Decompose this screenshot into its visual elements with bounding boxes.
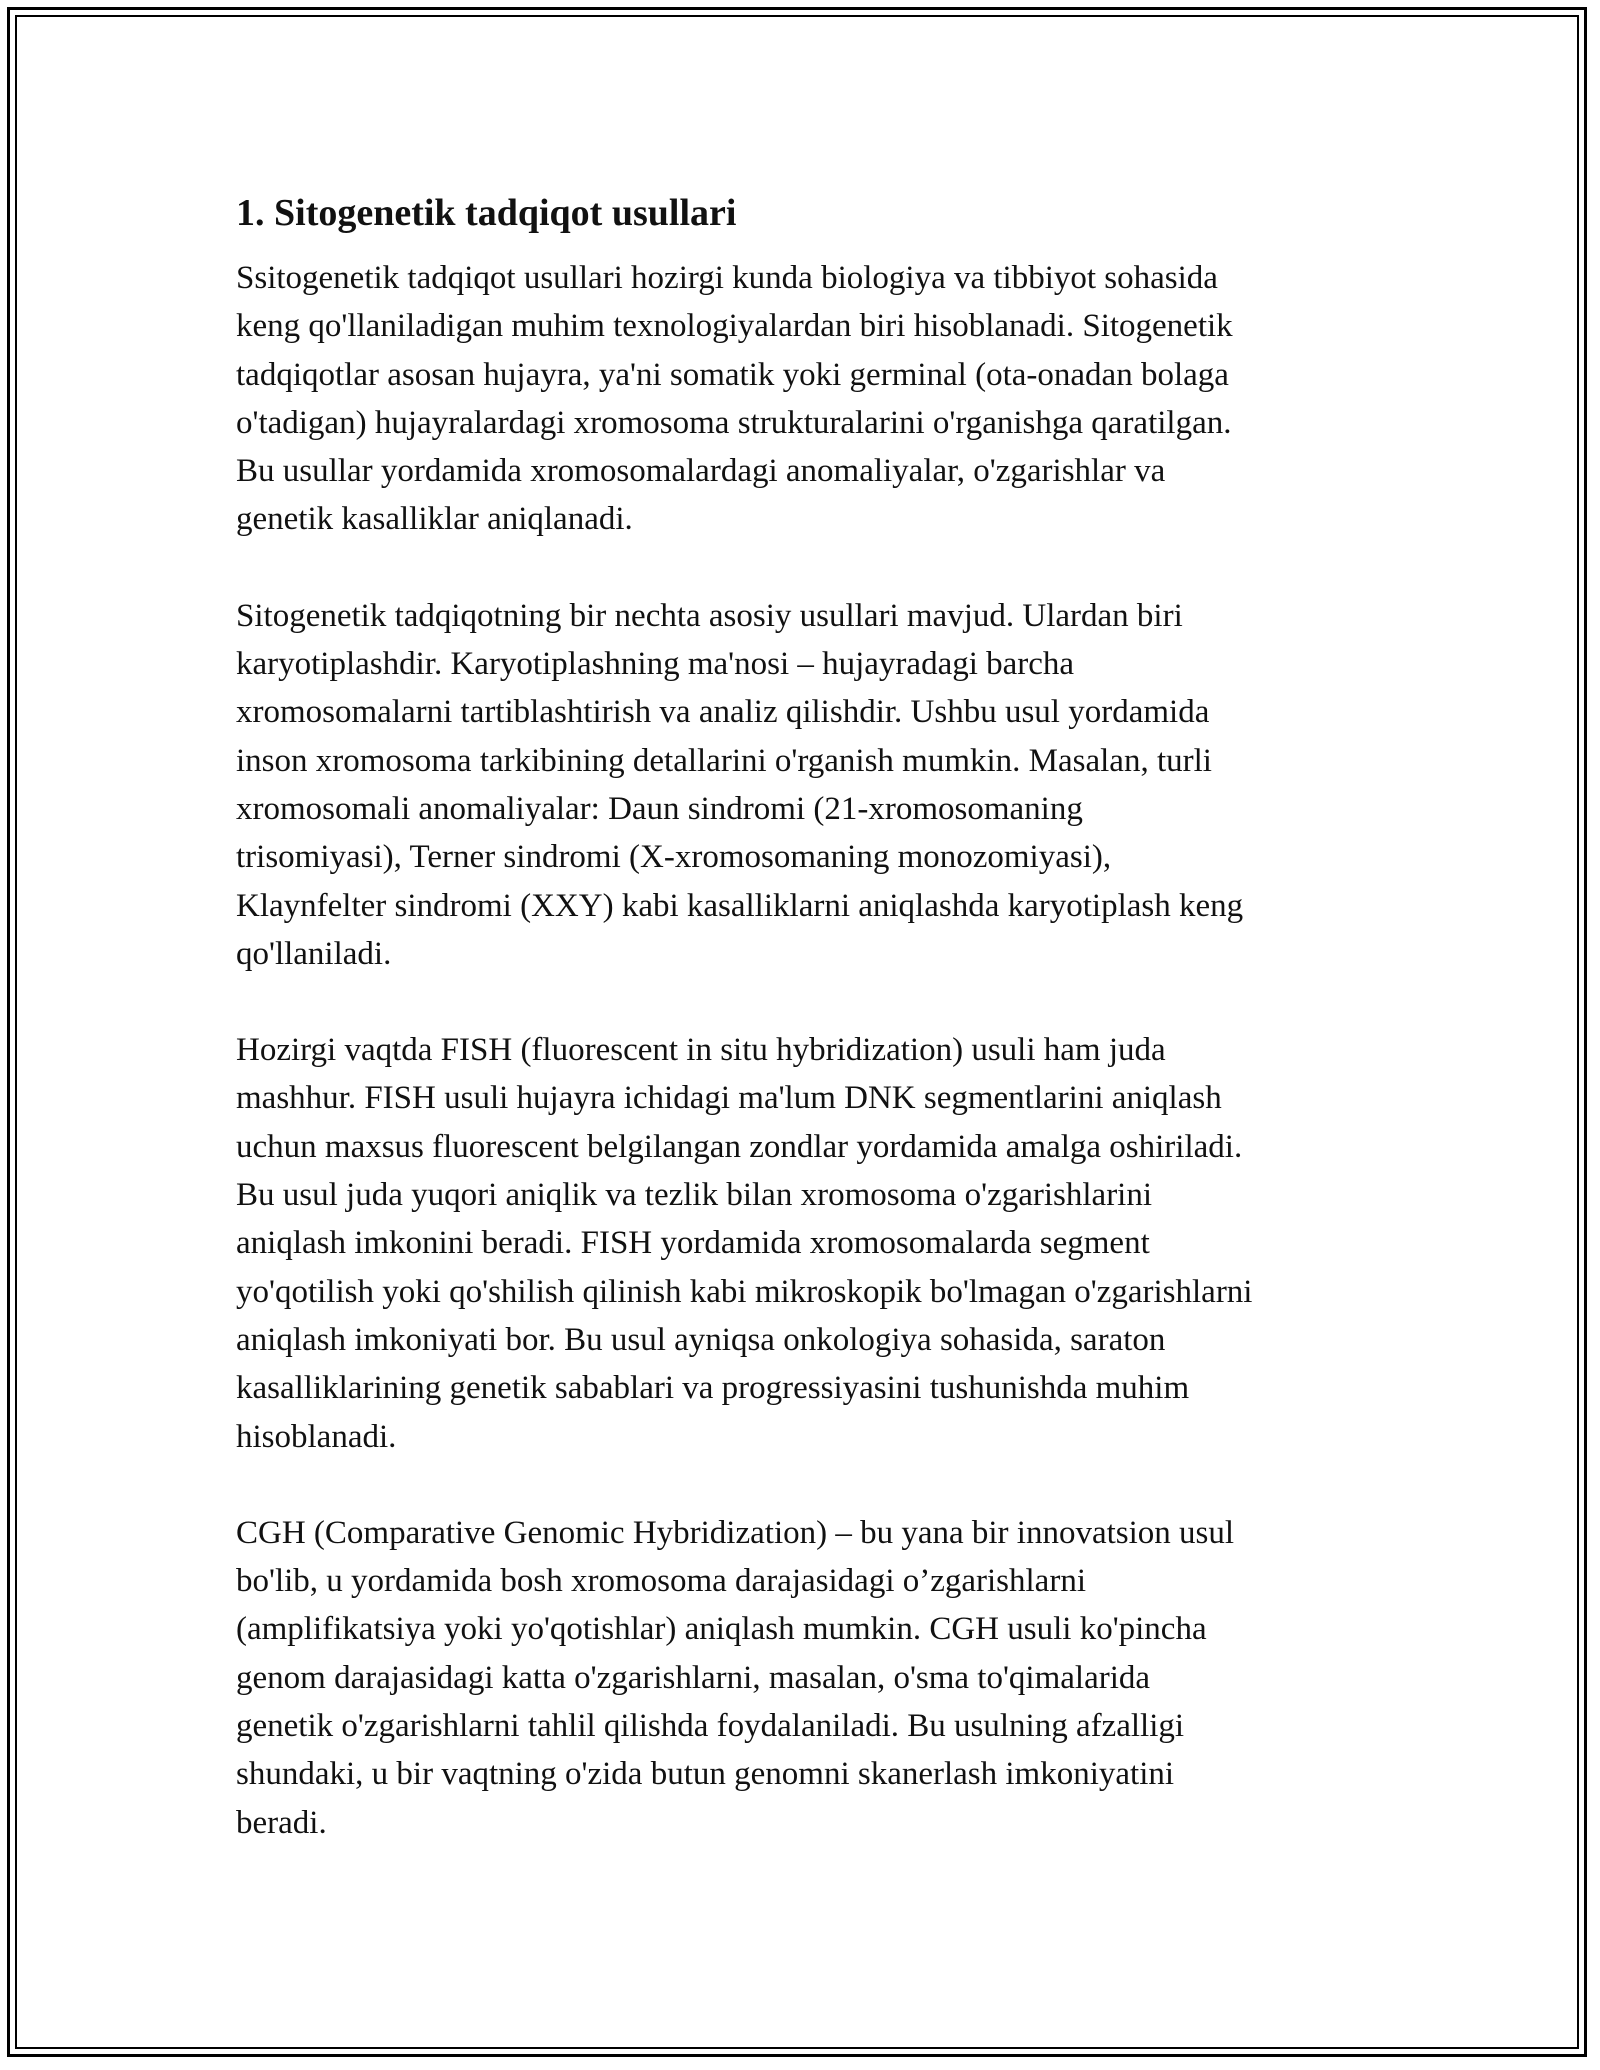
document-body [236, 190, 1376, 1895]
paragraph-intro: Ssitogenetik tadqiqot usullari hozirgi kunda biologiya va tibbiyot sohasida keng qo'llaniladigan muhim texnologiyalardan biri hisoblanadi. Sitogenetik tadqiqotlar asosan hujayra, ya'ni somatik yoki germinal (ota-onadan bolaga o'tadigan) hujayralardagi xromosoma strukturalarini o'rganishga qaratilgan. Bu usullar yordamida xromosomalardagi anomaliyalar, o'zgarishlar va genetik kasalliklar aniqlanadi. [236, 260, 1233, 538]
section-heading: 1. Sitogenetik tadqiqot usullari [236, 192, 737, 234]
paragraph-fish: Hozirgi vaqtda FISH (fluorescent in situ hybridization) usuli ham juda mashhur. FISH usuli hujayra ichidagi ma'lum DNK segmentlarini aniqlash uchun maxsus fluorescent belgilangan zondlar yordamida amalga oshiriladi. Bu usul juda yuqori aniqlik va tezlik bilan xromosoma o'zgarishlarini aniqlash imkonini beradi. FISH yordamida xromosomalarda segment yo'qotilish yoki qo'shilish qilinish kabi mikroskopik bo'lmagan o'zgarishlarni aniqlash imkoniyati bor. Bu usul ayniqsa onkologiya sohasida, saraton kasalliklarining genetik sabablari va progressiyasini tushunishda muhim hisoblanadi. [236, 1032, 1253, 1455]
paragraph-cgh: CGH (Comparative Genomic Hybridization) – bu yana bir innovatsion usul bo'lib, u yordamida bosh xromosoma darajasidagi o’zgarishlarni (amplifikatsiya yoki yo'qotishlar) aniqlash mumkin. CGH usuli ko'pincha genom darajasidagi katta o'zgarishlarni, masalan, o'sma to'qimalarida genetik o'zgarishlarni tahlil qilishda foydalaniladi. Bu usulning afzalligi shundaki, u bir vaqtning o'zida butun genomni skanerlash imkoniyatini beradi. [236, 1514, 1235, 1841]
paragraph-karyotyping: Sitogenetik tadqiqotning bir nechta asosiy usullari mavjud. Ulardan biri karyotiplashdir. Karyotiplashning ma'nosi – hujayradagi barcha xromosomalarni tartiblashtirish va analiz qilishdir. Ushbu usul yordamida inson xromosoma tarkibining detallarini o'rganish mumkin. Masalan, turli xromosomali anomaliyalar: Daun sindromi (21-xromosomaning trisomiyasi), Terner sindromi (X-xromosomaning monozomiyasi), Klaynfelter sindromi (XXY) kabi kasalliklarni aniqlashda karyotiplash keng qo'llaniladi. [236, 597, 1244, 972]
